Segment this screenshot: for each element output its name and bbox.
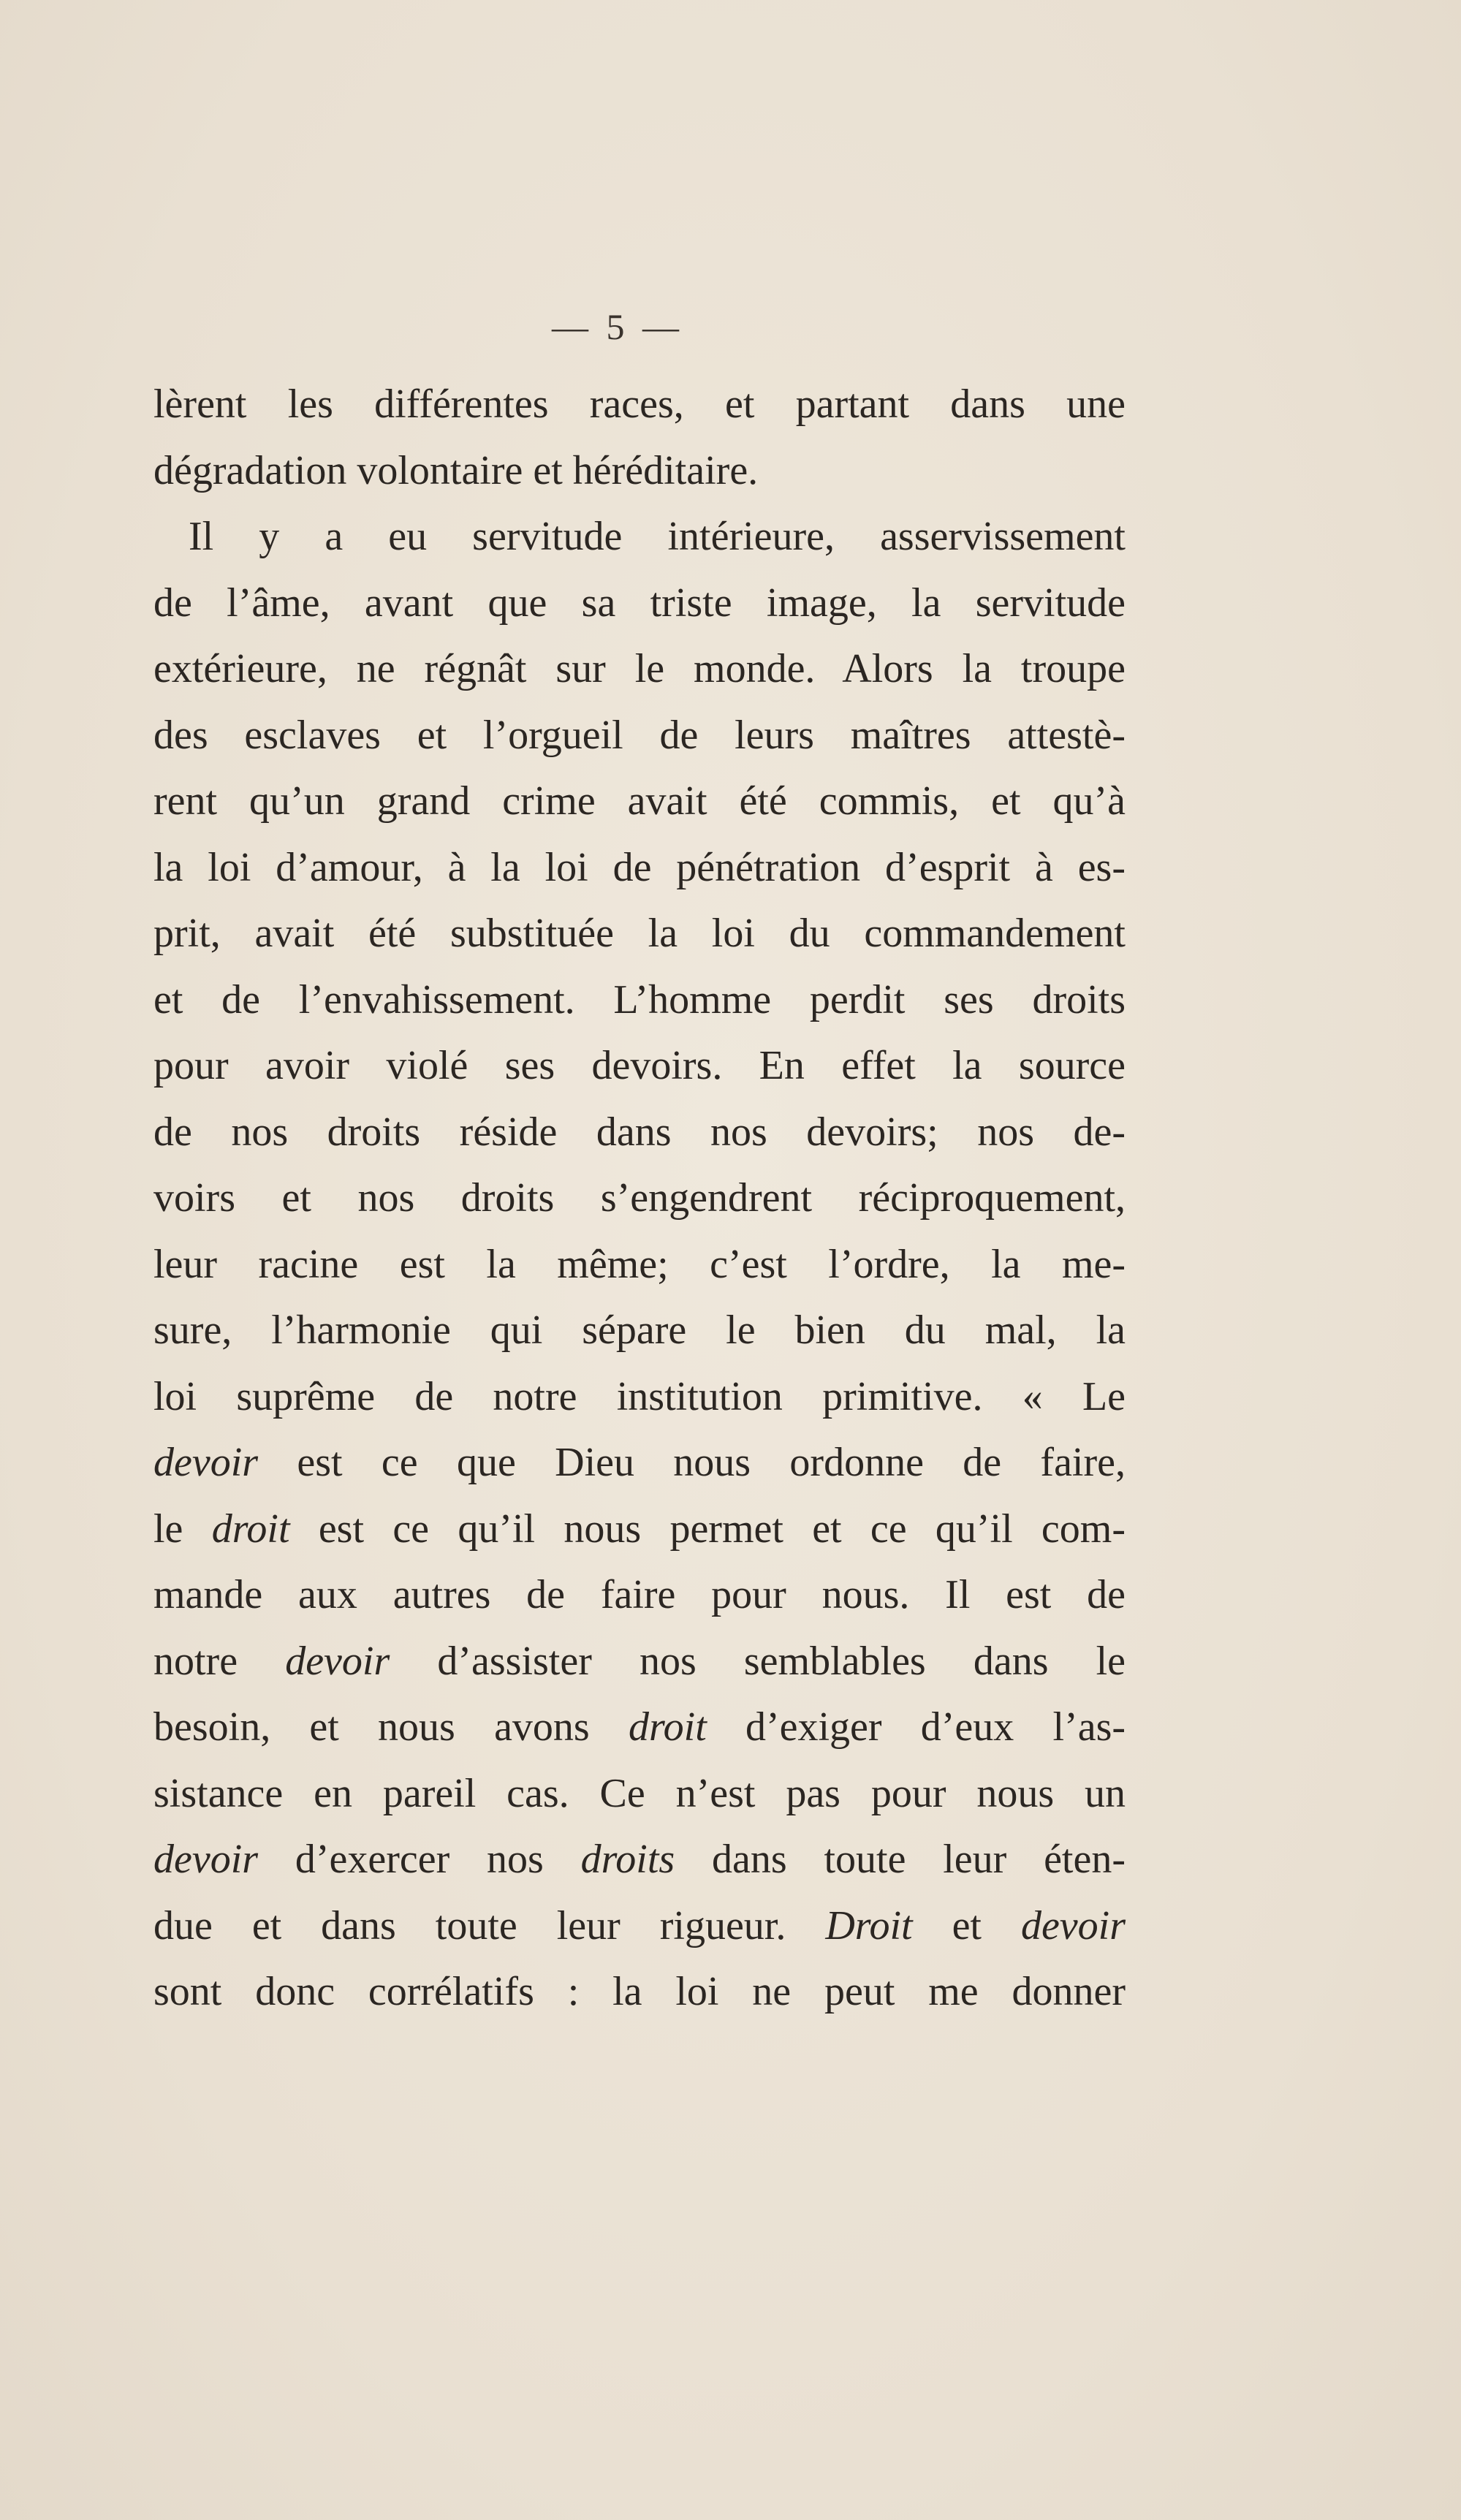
text-line: devoir d’exercer nos droits dans toute leur éten- [153, 1837, 1126, 1882]
text-line: due et dans toute leur rigueur. Droit et devoir [153, 1902, 1126, 1948]
text-line: de nos droits réside dans nos devoirs; nos de- [153, 1109, 1126, 1155]
text-line: sont donc corrélatifs : la loi ne peut me donner [153, 1969, 1126, 2014]
text-line: notre devoir d’assister nos semblables dans le [153, 1638, 1126, 1684]
text-line: voirs et nos droits s’engendrent réciproquement, [153, 1175, 1126, 1221]
text-line: devoir est ce que Dieu nous ordonne de faire, [153, 1440, 1126, 1485]
text-line: besoin, et nous avons droit d’exiger d’eux l’as- [153, 1704, 1126, 1750]
text-line: extérieure, ne régnât sur le monde. Alors la troupe [153, 646, 1126, 691]
text-line: sure, l’harmonie qui sépare le bien du mal, la [153, 1308, 1126, 1353]
body-text [153, 371, 1126, 2025]
text-line: leur racine est la même; c’est l’ordre, la me- [153, 1241, 1126, 1287]
text-line: de l’âme, avant que sa triste image, la servitude [153, 580, 1126, 626]
page-number: — 5 — [552, 306, 683, 347]
text-line: prit, avait été substituée la loi du commandement [153, 911, 1126, 956]
text-line: sistance en pareil cas. Ce n’est pas pour nous un [153, 1770, 1126, 1816]
text-line: lèrent les différentes races, et partant dans une [153, 382, 1126, 427]
text-line: le droit est ce qu’il nous permet et ce qu’il com- [153, 1506, 1126, 1552]
text-line: des esclaves et l’orgueil de leurs maîtres attestè- [153, 712, 1126, 758]
text-line: mande aux autres de faire pour nous. Il est de [153, 1572, 1126, 1617]
text-line: loi suprême de notre institution primitive. « Le [153, 1373, 1126, 1419]
text-line: rent qu’un grand crime avait été commis, et qu’à [153, 778, 1126, 824]
text-line: dégradation volontaire et héréditaire. [153, 447, 759, 493]
text-line: la loi d’amour, à la loi de pénétration d’esprit à es- [153, 844, 1126, 890]
text-line: Il y a eu servitude intérieure, asservissement [189, 514, 1126, 559]
text-line: pour avoir violé ses devoirs. En effet la source [153, 1043, 1126, 1088]
text-line: et de l’envahissement. L’homme perdit ses droits [153, 976, 1126, 1022]
